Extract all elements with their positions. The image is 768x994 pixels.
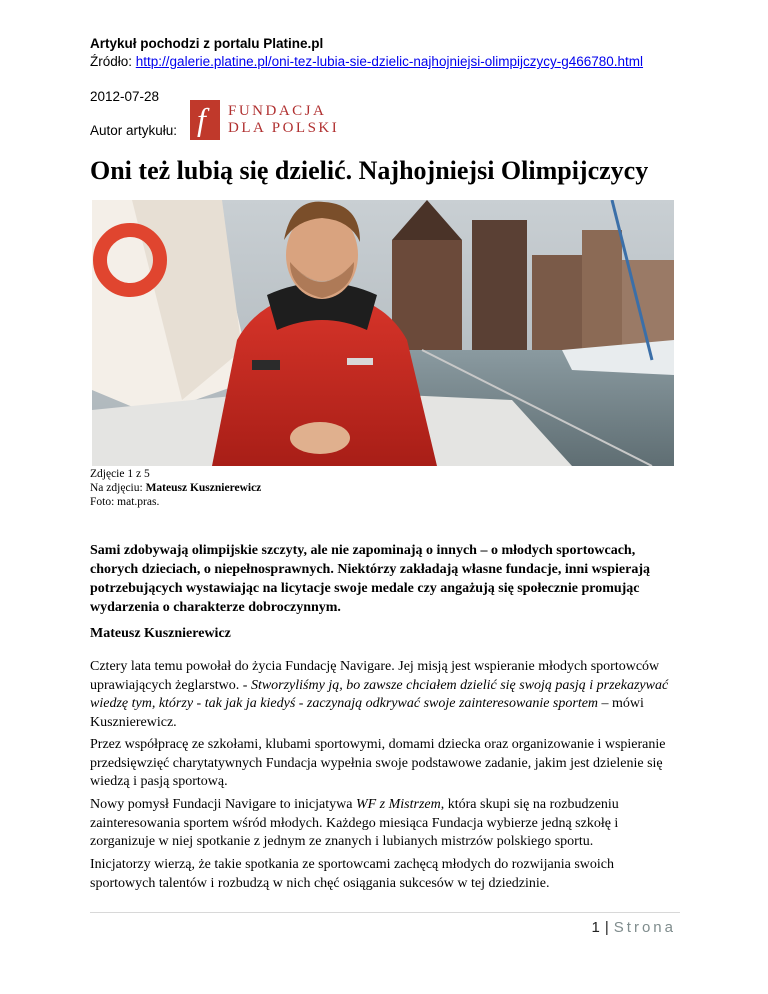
source-label: Źródło: [90,54,136,69]
page-number-value: 1 [591,919,600,936]
paragraph-1 [90,658,682,732]
photo-subject-line [90,481,261,495]
page-number-separator: | [604,919,609,936]
footer-divider [90,912,680,913]
author-label: Autor artykułu: [90,123,178,138]
photo-caption [90,467,261,509]
section-heading: Mateusz Kusznierewicz [90,626,231,641]
source-title: Artykuł pochodzi z portalu Platine.pl [90,36,324,51]
paragraph-1-attribution: – mówi Kusznierewicz. [90,696,644,730]
page-word: Strona [613,919,676,936]
logo-line-2: DLA POLSKI [228,120,340,136]
page-number [592,918,676,938]
paragraph-3 [90,796,682,852]
paragraph-1-quote: Stworzyliśmy ją, bo zawsze chciałem dzielić się swoją pasją i przekazywać wiedzę tym, którzy - tak jak ja kiedyś - zaczynają odkrywać swoje zainteresowanie sportem [90,677,669,711]
photo-credit: Foto: mat.pras. [90,496,160,508]
logo-mark-icon [190,100,220,140]
publish-date: 2012-07-28 [90,89,160,104]
paragraph-1-text: Cztery lata temu powołał do życia Fundację Navigare. Jej misją jest wspieranie młodych sportowców uprawiających żeglarstwo. - [90,659,660,693]
article-lead: Sami zdobywają olimpijskie szczyty, ale nie zapominają o innych – o młodych sportowcach, chorych dzieciach, o niepełnosprawnych. Niektórzy zakładają własne fundacje, inni wspierają potrzebujących wystawiając na licytacje swoje medale czy angażują się społecznie promując wydarzenia o charakterze dobroczynnym. [90,543,650,615]
logo-line-1: FUNDACJA [228,103,327,119]
paragraph-4: Inicjatorzy wierzą, że takie spotkania ze sportowcami zachęcą młodych do rozwijania swoich sportowych talentów i rozbudzą w nich chęć osiągania sukcesów w tej dziedzinie. [90,857,614,891]
photo-subject-label: Na zdjęciu: [90,482,146,494]
source-link[interactable]: http://galerie.platine.pl/oni-tez-lubia-sie-dzielic-najhojniejsi-olimpijczycy-g466780.html [135,54,644,69]
logo-mark-letter: f [197,101,206,137]
paragraph-3-text-b: , która skupi się na rozbudzeniu zainteresowania sportem wśród młodych. Każdego miesiąca Fundacja wybierze jedną szkołę i zorganizuje w niej spotkanie z jednym ze znanych i lubianych mistrzów polskiego sportu. [90,797,619,849]
article-photo [92,200,674,466]
photo-subject-name: Mateusz Kusznierewicz [145,482,262,494]
photo-counter: Zdjęcie 1 z 5 [90,468,150,480]
sailor-photo-illustration [92,200,674,466]
article-title: Oni też lubią się dzielić. Najhojniejsi Olimpijczycy [90,156,649,185]
paragraph-3-text-a: Nowy pomysł Fundacji Navigare to inicjatywa [90,797,356,812]
paragraph-2: Przez współpracę ze szkołami, klubami sportowymi, domami dziecka oraz organizowanie i wspieranie przedsięwzięć charytatywnych Fundacja wypełnia swoje podstawowe zadanie, jakim jest dzielenie się wiedzą i pasją sportową. [90,737,666,789]
paragraph-3-initiative: WF z Mistrzem [355,797,441,812]
source-line [90,53,650,70]
fundacja-dla-polski-logo [190,100,350,140]
